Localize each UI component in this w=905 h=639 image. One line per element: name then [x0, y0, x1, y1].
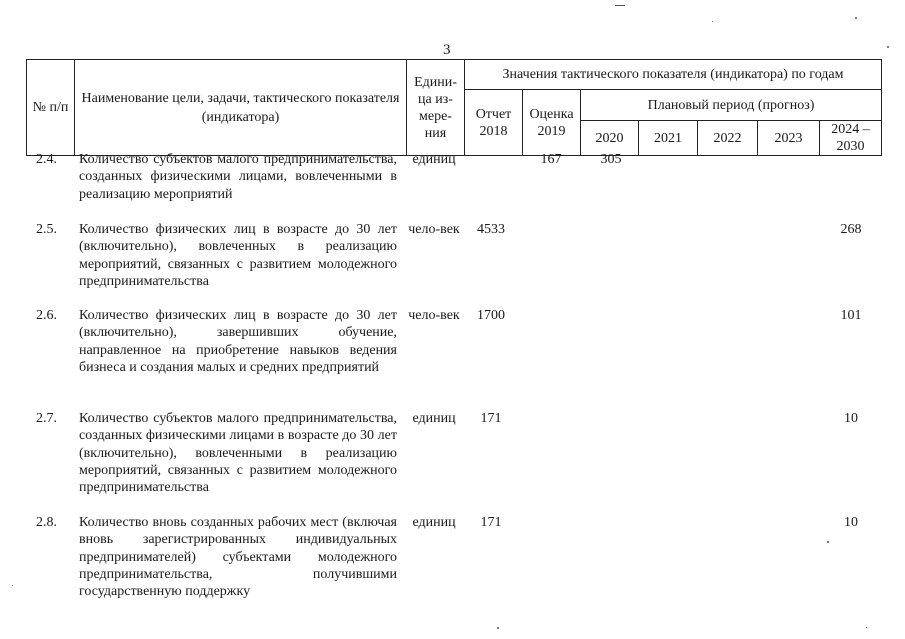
row-value-2018: 1700	[477, 308, 505, 323]
row-indicator-name: Количество субъектов малого предпринимательства, созданных физическими лицами в возрасте до 30 лет (включительно), вовлеченными в реализацию мероприятий, связанных с развитием молодежного предпринимательства	[79, 411, 397, 496]
page-number: 3	[443, 42, 451, 58]
header-plan-period: Плановый период (прогноз)	[581, 90, 882, 121]
header-name: Наименование цели, задачи, тактического показателя (индикатора)	[75, 60, 407, 156]
row-indicator-name: Количество физических лиц в возрасте до 30 лет (включительно), завершивших обучение, направленное на приобретение навыков ведения бизнеса и создания малых и средних предприятий	[79, 308, 397, 375]
header-year-2021: 2021	[639, 121, 698, 156]
scan-speck	[855, 17, 857, 19]
row-value-2024-2030: 10	[844, 515, 858, 530]
row-value-2019: 167	[540, 152, 562, 167]
row-value-2018: 4533	[477, 222, 505, 237]
header-unit: Едини-ца из-мере-ния	[407, 60, 465, 156]
header-year-2023: 2023	[758, 121, 820, 156]
row-value-2018: 171	[480, 411, 502, 426]
row-unit: единиц	[412, 515, 456, 530]
row-number: 2.4.	[36, 152, 57, 167]
row-unit: чело-век	[408, 222, 460, 237]
row-value-2024-2030: 101	[840, 308, 862, 323]
row-number: 2.5.	[36, 222, 57, 237]
row-value-2024-2030: 268	[840, 222, 862, 237]
row-indicator-name: Количество субъектов малого предпринимательства, созданных физическими лицами, вовлеченными в реализацию мероприятий	[79, 152, 397, 202]
scan-speck	[887, 46, 889, 48]
row-unit: единиц	[412, 152, 456, 167]
row-unit: чело-век	[408, 308, 460, 323]
row-indicator-name: Количество физических лиц в возрасте до 30 лет (включительно), вовлеченных в реализацию мероприятий, связанных с развитием молодежного предпринимательства	[79, 222, 397, 289]
header-year-2020: 2020	[581, 121, 639, 156]
header-year-2024-2030: 2024 – 2030	[820, 121, 882, 156]
row-value-2020: 305	[600, 152, 622, 167]
row-unit: единиц	[412, 411, 456, 426]
indicator-table-header	[26, 59, 882, 156]
header-year-2022: 2022	[698, 121, 758, 156]
scan-speck	[615, 5, 625, 6]
scan-speck	[827, 541, 829, 543]
row-value-2024-2030: 10	[844, 411, 858, 426]
row-number: 2.7.	[36, 411, 57, 426]
row-number: 2.8.	[36, 515, 57, 530]
row-value-2018: 171	[480, 515, 502, 530]
scan-speck	[12, 585, 13, 586]
row-number: 2.6.	[36, 308, 57, 323]
scan-speck	[712, 21, 713, 22]
header-values: Значения тактического показателя (индикатора) по годам	[465, 60, 882, 90]
header-num: № п/п	[27, 60, 75, 156]
scan-speck	[866, 627, 867, 628]
row-indicator-name: Количество вновь созданных рабочих мест (включая вновь зарегистрированных индивидуальных предпринимателей) субъектами молодежного предпринимательства, получившими государственную поддержку	[79, 515, 397, 600]
scan-speck	[497, 627, 499, 629]
header-report-2018: Отчет 2018	[465, 90, 523, 156]
header-estimate-2019: Оценка 2019	[523, 90, 581, 156]
